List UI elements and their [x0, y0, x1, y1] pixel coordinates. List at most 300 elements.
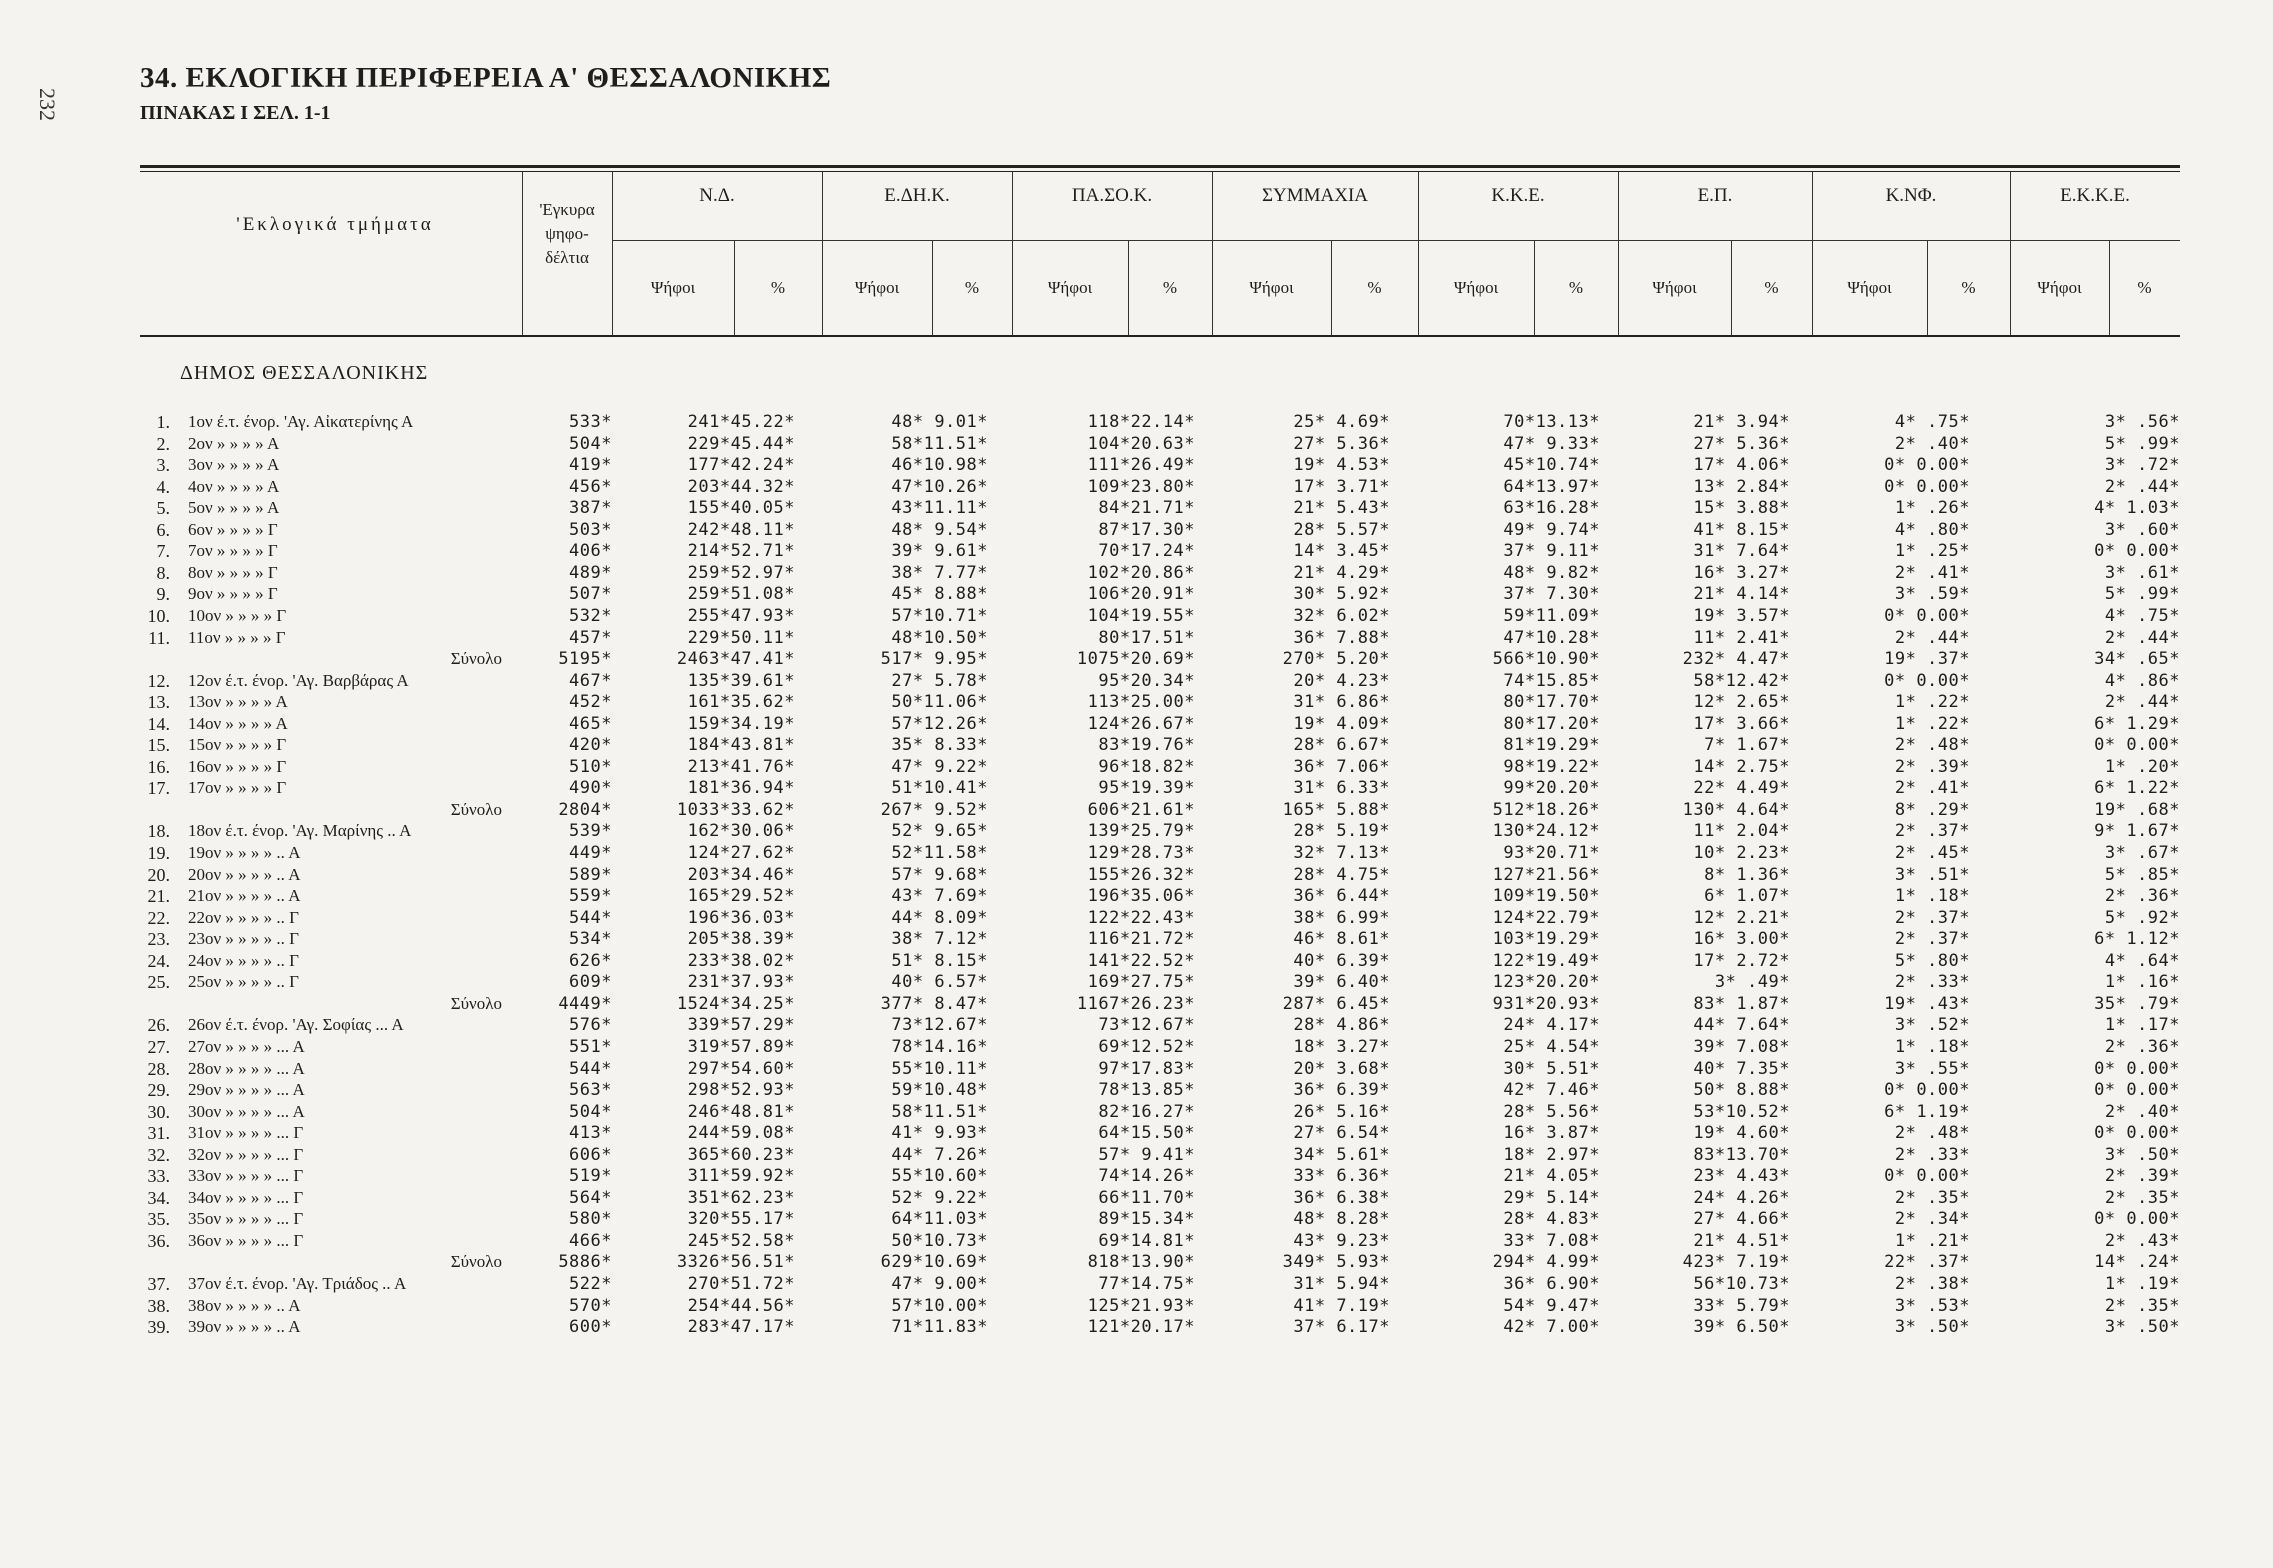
party-votes-pct: 1524*34.25* — [676, 994, 795, 1014]
party-votes-pct: 57*10.00* — [891, 1296, 988, 1316]
party-votes-pct: 36* 6.39* — [1293, 1080, 1390, 1100]
row-number: 22. — [147, 908, 170, 928]
party-votes-pct: 74*14.26* — [1098, 1166, 1195, 1186]
party-votes-pct: 41* 8.15* — [1693, 520, 1790, 540]
party-votes-pct: 5* .99* — [2104, 584, 2180, 604]
row-number: 28. — [147, 1059, 170, 1079]
party-votes-pct: 2* .35* — [1894, 1188, 1970, 1208]
party-header: Ε.ΔΗ.Κ. — [884, 185, 950, 206]
party-votes-pct: 63*16.28* — [1503, 498, 1600, 518]
row-number: 17. — [147, 778, 170, 798]
row-number: 11. — [148, 628, 170, 648]
party-votes-pct: 214*52.71* — [687, 541, 795, 561]
party-votes-pct: 19* 3.57* — [1693, 606, 1790, 626]
party-votes-pct: 2* .34* — [1894, 1209, 1970, 1229]
party-votes-pct: 35* 8.33* — [891, 735, 988, 755]
table-row — [0, 498, 2273, 519]
party-votes-pct: 89*15.34* — [1098, 1209, 1195, 1229]
section-label: 29ον » » » » ... Α — [188, 1080, 305, 1099]
section-label: 30ον » » » » ... Α — [188, 1102, 305, 1121]
party-votes-pct: 33* 6.36* — [1293, 1166, 1390, 1186]
party-votes-pct: 28* 5.57* — [1293, 520, 1390, 540]
row-number: 10. — [147, 606, 170, 626]
party-votes-pct: 130*24.12* — [1492, 821, 1600, 841]
party-votes-pct: 19* .43* — [1884, 994, 1970, 1014]
party-votes-pct: 3* .50* — [1894, 1317, 1970, 1337]
table-row — [0, 1209, 2273, 1230]
valid-ballots: 580* — [569, 1209, 612, 1229]
party-votes-pct: 12* 2.21* — [1693, 908, 1790, 928]
section-label: 7ον » » » » Γ — [188, 541, 278, 560]
party-votes-pct: 2* .35* — [2104, 1296, 2180, 1316]
valid-ballots: 570* — [569, 1296, 612, 1316]
section-label: 38ον » » » » .. Α — [188, 1296, 301, 1315]
party-votes-pct: 19* 4.53* — [1293, 455, 1390, 475]
party-votes-pct: 93*20.71* — [1503, 843, 1600, 863]
party-votes-pct: 3* .60* — [2104, 520, 2180, 540]
valid-ballots: 5195* — [558, 649, 612, 669]
party-votes-pct: 10* 2.23* — [1693, 843, 1790, 863]
party-votes-pct: 44* 7.26* — [891, 1145, 988, 1165]
valid-ballots: 420* — [569, 735, 612, 755]
party-votes-pct: 122*19.49* — [1492, 951, 1600, 971]
table-row — [0, 1274, 2273, 1295]
valid-ballots: 544* — [569, 908, 612, 928]
party-votes-pct: 55*10.60* — [891, 1166, 988, 1186]
page-number: 232 — [35, 88, 60, 121]
party-votes-pct: 17* 4.06* — [1693, 455, 1790, 475]
party-votes-pct: 17* 3.66* — [1693, 714, 1790, 734]
party-votes-pct: 161*35.62* — [687, 692, 795, 712]
party-votes-pct: 14* 3.45* — [1293, 541, 1390, 561]
row-number: 30. — [147, 1102, 170, 1122]
row-number: 33. — [147, 1166, 170, 1186]
section-title: ΔΗΜΟΣ ΘΕΣΣΑΛΟΝΙΚΗΣ — [180, 362, 429, 384]
section-label: 18ον έ.τ. ένορ. 'Αγ. Μαρίνης .. Α — [188, 821, 412, 840]
section-label: 1ον έ.τ. ένορ. 'Αγ. Αἰκατερίνης Α — [188, 412, 414, 431]
party-votes-pct: 19* 4.60* — [1693, 1123, 1790, 1143]
party-votes-pct: 18* 3.27* — [1293, 1037, 1390, 1057]
party-votes-pct: 283*47.17* — [687, 1317, 795, 1337]
party-votes-pct: 25* 4.69* — [1293, 412, 1390, 432]
party-votes-pct: 52* 9.22* — [891, 1188, 988, 1208]
party-votes-pct: 43*11.11* — [891, 498, 988, 518]
party-votes-pct: 21* 5.43* — [1293, 498, 1390, 518]
party-votes-pct: 64*13.97* — [1503, 477, 1600, 497]
valid-ballots: 406* — [569, 541, 612, 561]
party-votes-pct: 124*22.79* — [1492, 908, 1600, 928]
party-votes-pct: 35* .79* — [2094, 994, 2180, 1014]
party-header: Ε.Π. — [1697, 185, 1733, 206]
party-votes-pct: 58*12.42* — [1693, 671, 1790, 691]
section-label: 31ον » » » » ... Γ — [188, 1123, 304, 1142]
party-votes-pct: 49* 9.74* — [1503, 520, 1600, 540]
party-votes-pct: 48*10.50* — [891, 628, 988, 648]
party-votes-pct: 11* 2.04* — [1693, 821, 1790, 841]
party-votes-pct: 23* 4.43* — [1693, 1166, 1790, 1186]
section-label: 23ον » » » » .. Γ — [188, 929, 300, 948]
votes-subheader: Ψήφοι — [1047, 278, 1093, 297]
row-number: 26. — [147, 1015, 170, 1035]
party-votes-pct: 270*51.72* — [687, 1274, 795, 1294]
party-votes-pct: 181*36.94* — [687, 778, 795, 798]
party-votes-pct: 22* .37* — [1884, 1252, 1970, 1272]
row-number: 20. — [147, 865, 170, 885]
valid-ballots: 564* — [569, 1188, 612, 1208]
table-row — [0, 584, 2273, 605]
party-votes-pct: 233*38.02* — [687, 951, 795, 971]
party-votes-pct: 203*34.46* — [687, 865, 795, 885]
party-votes-pct: 0* 0.00* — [1884, 606, 1970, 626]
party-votes-pct: 818*13.90* — [1087, 1252, 1195, 1272]
header-valid-label-1: 'Εγκυρα — [539, 200, 595, 219]
votes-subheader: Ψήφοι — [1847, 278, 1892, 297]
party-votes-pct: 78*13.85* — [1098, 1080, 1195, 1100]
party-votes-pct: 0* 0.00* — [2094, 1123, 2180, 1143]
party-votes-pct: 24* 4.26* — [1693, 1188, 1790, 1208]
party-votes-pct: 297*54.60* — [687, 1059, 795, 1079]
party-votes-pct: 241*45.22* — [687, 412, 795, 432]
party-votes-pct: 36* 6.90* — [1503, 1274, 1600, 1294]
row-number: 36. — [147, 1231, 170, 1251]
party-votes-pct: 177*42.24* — [687, 455, 795, 475]
party-votes-pct: 3* .50* — [2104, 1317, 2180, 1337]
party-votes-pct: 2* .36* — [2104, 1037, 2180, 1057]
row-number: 7. — [156, 541, 170, 561]
party-votes-pct: 38* 6.99* — [1293, 908, 1390, 928]
party-votes-pct: 47* 9.33* — [1503, 434, 1600, 454]
party-votes-pct: 2* .37* — [1894, 929, 1970, 949]
party-votes-pct: 2* .40* — [2104, 1102, 2180, 1122]
party-votes-pct: 13* 2.84* — [1693, 477, 1790, 497]
party-votes-pct: 320*55.17* — [687, 1209, 795, 1229]
valid-ballots: 449* — [569, 843, 612, 863]
party-votes-pct: 46*10.98* — [891, 455, 988, 475]
total-label: Σύνολο — [450, 800, 502, 819]
party-votes-pct: 0* 0.00* — [1884, 671, 1970, 691]
party-votes-pct: 124*27.62* — [687, 843, 795, 863]
party-votes-pct: 0* 0.00* — [2094, 1059, 2180, 1079]
party-votes-pct: 45* 8.88* — [891, 584, 988, 604]
votes-subheader: Ψήφοι — [2037, 278, 2082, 297]
party-votes-pct: 242*48.11* — [687, 520, 795, 540]
valid-ballots: 539* — [569, 821, 612, 841]
party-votes-pct: 6* 1.19* — [1884, 1102, 1970, 1122]
party-votes-pct: 254*44.56* — [687, 1296, 795, 1316]
party-votes-pct: 70*17.24* — [1098, 541, 1195, 561]
party-votes-pct: 43* 7.69* — [891, 886, 988, 906]
party-votes-pct: 2* .36* — [2104, 886, 2180, 906]
party-votes-pct: 135*39.61* — [687, 671, 795, 691]
party-votes-pct: 56*10.73* — [1693, 1274, 1790, 1294]
party-votes-pct: 109*23.80* — [1087, 477, 1195, 497]
total-label: Σύνολο — [450, 994, 502, 1013]
party-votes-pct: 47*10.28* — [1503, 628, 1600, 648]
party-votes-pct: 48* 9.54* — [891, 520, 988, 540]
party-votes-pct: 2* .48* — [1894, 1123, 1970, 1143]
row-number: 27. — [147, 1037, 170, 1057]
section-label: 24ον » » » » .. Γ — [188, 951, 300, 970]
party-votes-pct: 196*35.06* — [1087, 886, 1195, 906]
party-votes-pct: 246*48.81* — [687, 1102, 795, 1122]
party-votes-pct: 47* 9.00* — [891, 1274, 988, 1294]
valid-ballots: 532* — [569, 606, 612, 626]
party-votes-pct: 73*12.67* — [891, 1015, 988, 1035]
party-votes-pct: 20* 3.68* — [1293, 1059, 1390, 1079]
row-number: 24. — [147, 951, 170, 971]
section-label: 13ον » » » » Α — [188, 692, 288, 711]
party-votes-pct: 95*20.34* — [1098, 671, 1195, 691]
party-votes-pct: 28* 5.56* — [1503, 1102, 1600, 1122]
party-votes-pct: 96*18.82* — [1098, 757, 1195, 777]
table-row — [0, 1037, 2273, 1058]
valid-ballots: 452* — [569, 692, 612, 712]
votes-subheader: Ψήφοι — [1249, 278, 1294, 297]
party-votes-pct: 27* 4.66* — [1693, 1209, 1790, 1229]
row-number: 8. — [156, 563, 170, 583]
party-votes-pct: 3* .55* — [1894, 1059, 1970, 1079]
valid-ballots: 626* — [569, 951, 612, 971]
party-votes-pct: 22* 4.49* — [1693, 778, 1790, 798]
party-votes-pct: 377* 8.47* — [880, 994, 988, 1014]
valid-ballots: 551* — [569, 1037, 612, 1057]
table-row — [0, 606, 2273, 627]
valid-ballots: 563* — [569, 1080, 612, 1100]
section-label: 35ον » » » » ... Γ — [188, 1209, 304, 1228]
party-votes-pct: 4* .64* — [2104, 951, 2180, 971]
party-votes-pct: 1* .25* — [1894, 541, 1970, 561]
party-votes-pct: 64*15.50* — [1098, 1123, 1195, 1143]
party-votes-pct: 52*11.58* — [891, 843, 988, 863]
valid-ballots: 467* — [569, 671, 612, 691]
party-votes-pct: 39* 6.50* — [1693, 1317, 1790, 1337]
party-votes-pct: 2* .45* — [1894, 843, 1970, 863]
table-row — [0, 1166, 2273, 1187]
votes-subheader: Ψήφοι — [650, 278, 696, 297]
valid-ballots: 387* — [569, 498, 612, 518]
party-votes-pct: 55*10.11* — [891, 1059, 988, 1079]
party-votes-pct: 83*13.70* — [1693, 1145, 1790, 1165]
total-row — [0, 800, 2273, 821]
party-votes-pct: 57* 9.68* — [891, 865, 988, 885]
party-votes-pct: 267* 9.52* — [880, 800, 988, 820]
section-label: 2ον » » » » Α — [188, 434, 280, 453]
party-votes-pct: 24* 4.17* — [1503, 1015, 1600, 1035]
party-votes-pct: 21* 4.51* — [1693, 1231, 1790, 1251]
valid-ballots: 504* — [569, 1102, 612, 1122]
party-votes-pct: 0* 0.00* — [2094, 1209, 2180, 1229]
party-votes-pct: 2* .44* — [2104, 628, 2180, 648]
valid-ballots: 559* — [569, 886, 612, 906]
party-votes-pct: 31* 6.33* — [1293, 778, 1390, 798]
party-votes-pct: 80*17.51* — [1098, 628, 1195, 648]
party-votes-pct: 3* .49* — [1714, 972, 1790, 992]
party-votes-pct: 52* 9.65* — [891, 821, 988, 841]
party-votes-pct: 51* 8.15* — [891, 951, 988, 971]
section-label: 17ον » » » » Γ — [188, 778, 287, 797]
section-label: 14ον » » » » Α — [188, 714, 288, 733]
party-votes-pct: 351*62.23* — [687, 1188, 795, 1208]
valid-ballots: 489* — [569, 563, 612, 583]
party-votes-pct: 21* 4.14* — [1693, 584, 1790, 604]
party-votes-pct: 213*41.76* — [687, 757, 795, 777]
party-votes-pct: 2* .43* — [2104, 1231, 2180, 1251]
party-votes-pct: 116*21.72* — [1087, 929, 1195, 949]
row-number: 14. — [147, 714, 170, 734]
party-votes-pct: 18* 2.97* — [1503, 1145, 1600, 1165]
party-votes-pct: 118*22.14* — [1087, 412, 1195, 432]
party-votes-pct: 20* 4.23* — [1293, 671, 1390, 691]
row-number: 19. — [147, 843, 170, 863]
total-label: Σύνολο — [450, 649, 502, 668]
party-votes-pct: 2463*47.41* — [676, 649, 795, 669]
table-row — [0, 778, 2273, 799]
party-votes-pct: 244*59.08* — [687, 1123, 795, 1143]
row-number: 39. — [147, 1317, 170, 1337]
party-votes-pct: 34* 5.61* — [1293, 1145, 1390, 1165]
section-label: 32ον » » » » ... Γ — [188, 1145, 304, 1164]
row-number: 29. — [147, 1080, 170, 1100]
party-votes-pct: 125*21.93* — [1087, 1296, 1195, 1316]
party-votes-pct: 8* .29* — [1894, 800, 1970, 820]
party-votes-pct: 47*10.26* — [891, 477, 988, 497]
table-row — [0, 563, 2273, 584]
party-votes-pct: 106*20.91* — [1087, 584, 1195, 604]
party-votes-pct: 3* .53* — [1894, 1296, 1970, 1316]
valid-ballots: 504* — [569, 434, 612, 454]
row-number: 13. — [147, 692, 170, 712]
party-votes-pct: 29* 5.14* — [1503, 1188, 1600, 1208]
party-votes-pct: 39* 9.61* — [891, 541, 988, 561]
party-votes-pct: 12* 2.65* — [1693, 692, 1790, 712]
header-sections-label: 'Εκλογικά τμήματα — [236, 214, 434, 235]
party-votes-pct: 4* 1.03* — [2094, 498, 2180, 518]
party-votes-pct: 36* 7.06* — [1293, 757, 1390, 777]
party-votes-pct: 57*12.26* — [891, 714, 988, 734]
party-votes-pct: 0* 0.00* — [1884, 1166, 1970, 1186]
section-label: 25ον » » » » .. Γ — [188, 972, 300, 991]
party-votes-pct: 14* 2.75* — [1693, 757, 1790, 777]
row-number: 2. — [156, 434, 170, 454]
row-number: 4. — [156, 477, 170, 497]
party-votes-pct: 1* .26* — [1894, 498, 1970, 518]
party-votes-pct: 83*19.76* — [1098, 735, 1195, 755]
party-votes-pct: 16* 3.87* — [1503, 1123, 1600, 1143]
party-votes-pct: 1* .17* — [2104, 1015, 2180, 1035]
valid-ballots: 533* — [569, 412, 612, 432]
table-row — [0, 1231, 2273, 1252]
party-votes-pct: 1* .18* — [1894, 1037, 1970, 1057]
party-votes-pct: 1* .20* — [2104, 757, 2180, 777]
party-votes-pct: 14* .24* — [2094, 1252, 2180, 1272]
party-votes-pct: 0* 0.00* — [1884, 477, 1970, 497]
valid-ballots: 456* — [569, 477, 612, 497]
party-votes-pct: 21* 4.29* — [1293, 563, 1390, 583]
party-votes-pct: 5* .85* — [2104, 865, 2180, 885]
party-votes-pct: 1167*26.23* — [1076, 994, 1195, 1014]
row-number: 3. — [156, 455, 170, 475]
party-header: ΠΑ.ΣΟ.Κ. — [1071, 185, 1153, 206]
party-votes-pct: 36* 6.44* — [1293, 886, 1390, 906]
party-votes-pct: 606*21.61* — [1087, 800, 1195, 820]
party-votes-pct: 95*19.39* — [1098, 778, 1195, 798]
party-votes-pct: 39* 7.08* — [1693, 1037, 1790, 1057]
row-number: 23. — [147, 929, 170, 949]
party-votes-pct: 40* 6.57* — [891, 972, 988, 992]
party-votes-pct: 58*11.51* — [891, 1102, 988, 1122]
party-votes-pct: 4* .75* — [2104, 606, 2180, 626]
table-row — [0, 541, 2273, 562]
party-votes-pct: 4* .80* — [1894, 520, 1970, 540]
votes-subheader: Ψήφοι — [1652, 278, 1697, 297]
party-votes-pct: 87*17.30* — [1098, 520, 1195, 540]
party-votes-pct: 42* 7.46* — [1503, 1080, 1600, 1100]
party-votes-pct: 71*11.83* — [891, 1317, 988, 1337]
party-votes-pct: 38* 7.77* — [891, 563, 988, 583]
party-votes-pct: 130* 4.64* — [1682, 800, 1790, 820]
table-row — [0, 735, 2273, 756]
party-votes-pct: 3326*56.51* — [676, 1252, 795, 1272]
party-header: Κ.ΝΦ. — [1885, 185, 1937, 206]
party-votes-pct: 46* 8.61* — [1293, 929, 1390, 949]
party-votes-pct: 37* 6.17* — [1293, 1317, 1390, 1337]
party-votes-pct: 44* 8.09* — [891, 908, 988, 928]
valid-ballots: 503* — [569, 520, 612, 540]
section-label: 22ον » » » » .. Γ — [188, 908, 300, 927]
party-votes-pct: 104*20.63* — [1087, 434, 1195, 454]
section-label: 19ον » » » » .. Α — [188, 843, 301, 862]
header-top-rule — [140, 165, 2180, 168]
party-votes-pct: 99*20.20* — [1503, 778, 1600, 798]
row-number: 31. — [147, 1123, 170, 1143]
valid-ballots: 2804* — [558, 800, 612, 820]
total-label: Σύνολο — [450, 1252, 502, 1271]
party-votes-pct: 59*10.48* — [891, 1080, 988, 1100]
section-label: 12ον έ.τ. ένορ. 'Αγ. Βαρβάρας Α — [188, 671, 409, 690]
valid-ballots: 606* — [569, 1145, 612, 1165]
party-votes-pct: 231*37.93* — [687, 972, 795, 992]
party-votes-pct: 37* 7.30* — [1503, 584, 1600, 604]
party-votes-pct: 245*52.58* — [687, 1231, 795, 1251]
valid-ballots: 534* — [569, 929, 612, 949]
section-label: 21ον » » » » .. Α — [188, 886, 301, 905]
party-votes-pct: 3* .67* — [2104, 843, 2180, 863]
party-votes-pct: 31* 6.86* — [1293, 692, 1390, 712]
party-votes-pct: 229*50.11* — [687, 628, 795, 648]
table-row — [0, 1145, 2273, 1166]
party-votes-pct: 40* 6.39* — [1293, 951, 1390, 971]
party-votes-pct: 122*22.43* — [1087, 908, 1195, 928]
party-votes-pct: 57* 9.41* — [1098, 1145, 1195, 1165]
section-label: 27ον » » » » ... Α — [188, 1037, 305, 1056]
table-row — [0, 692, 2273, 713]
party-votes-pct: 2* .41* — [1894, 563, 1970, 583]
party-votes-pct: 203*44.32* — [687, 477, 795, 497]
party-votes-pct: 81*19.29* — [1503, 735, 1600, 755]
party-votes-pct: 141*22.52* — [1087, 951, 1195, 971]
party-votes-pct: 98*19.22* — [1503, 757, 1600, 777]
party-votes-pct: 0* 0.00* — [2094, 735, 2180, 755]
party-votes-pct: 64*11.03* — [891, 1209, 988, 1229]
party-votes-pct: 16* 3.27* — [1693, 563, 1790, 583]
party-votes-pct: 2* .41* — [1894, 778, 1970, 798]
party-header: Κ.Κ.Ε. — [1491, 185, 1545, 206]
party-votes-pct: 1* .18* — [1894, 886, 1970, 906]
valid-ballots: 457* — [569, 628, 612, 648]
table-row — [0, 671, 2273, 692]
table-row — [0, 434, 2273, 455]
party-votes-pct: 1* .22* — [1894, 692, 1970, 712]
